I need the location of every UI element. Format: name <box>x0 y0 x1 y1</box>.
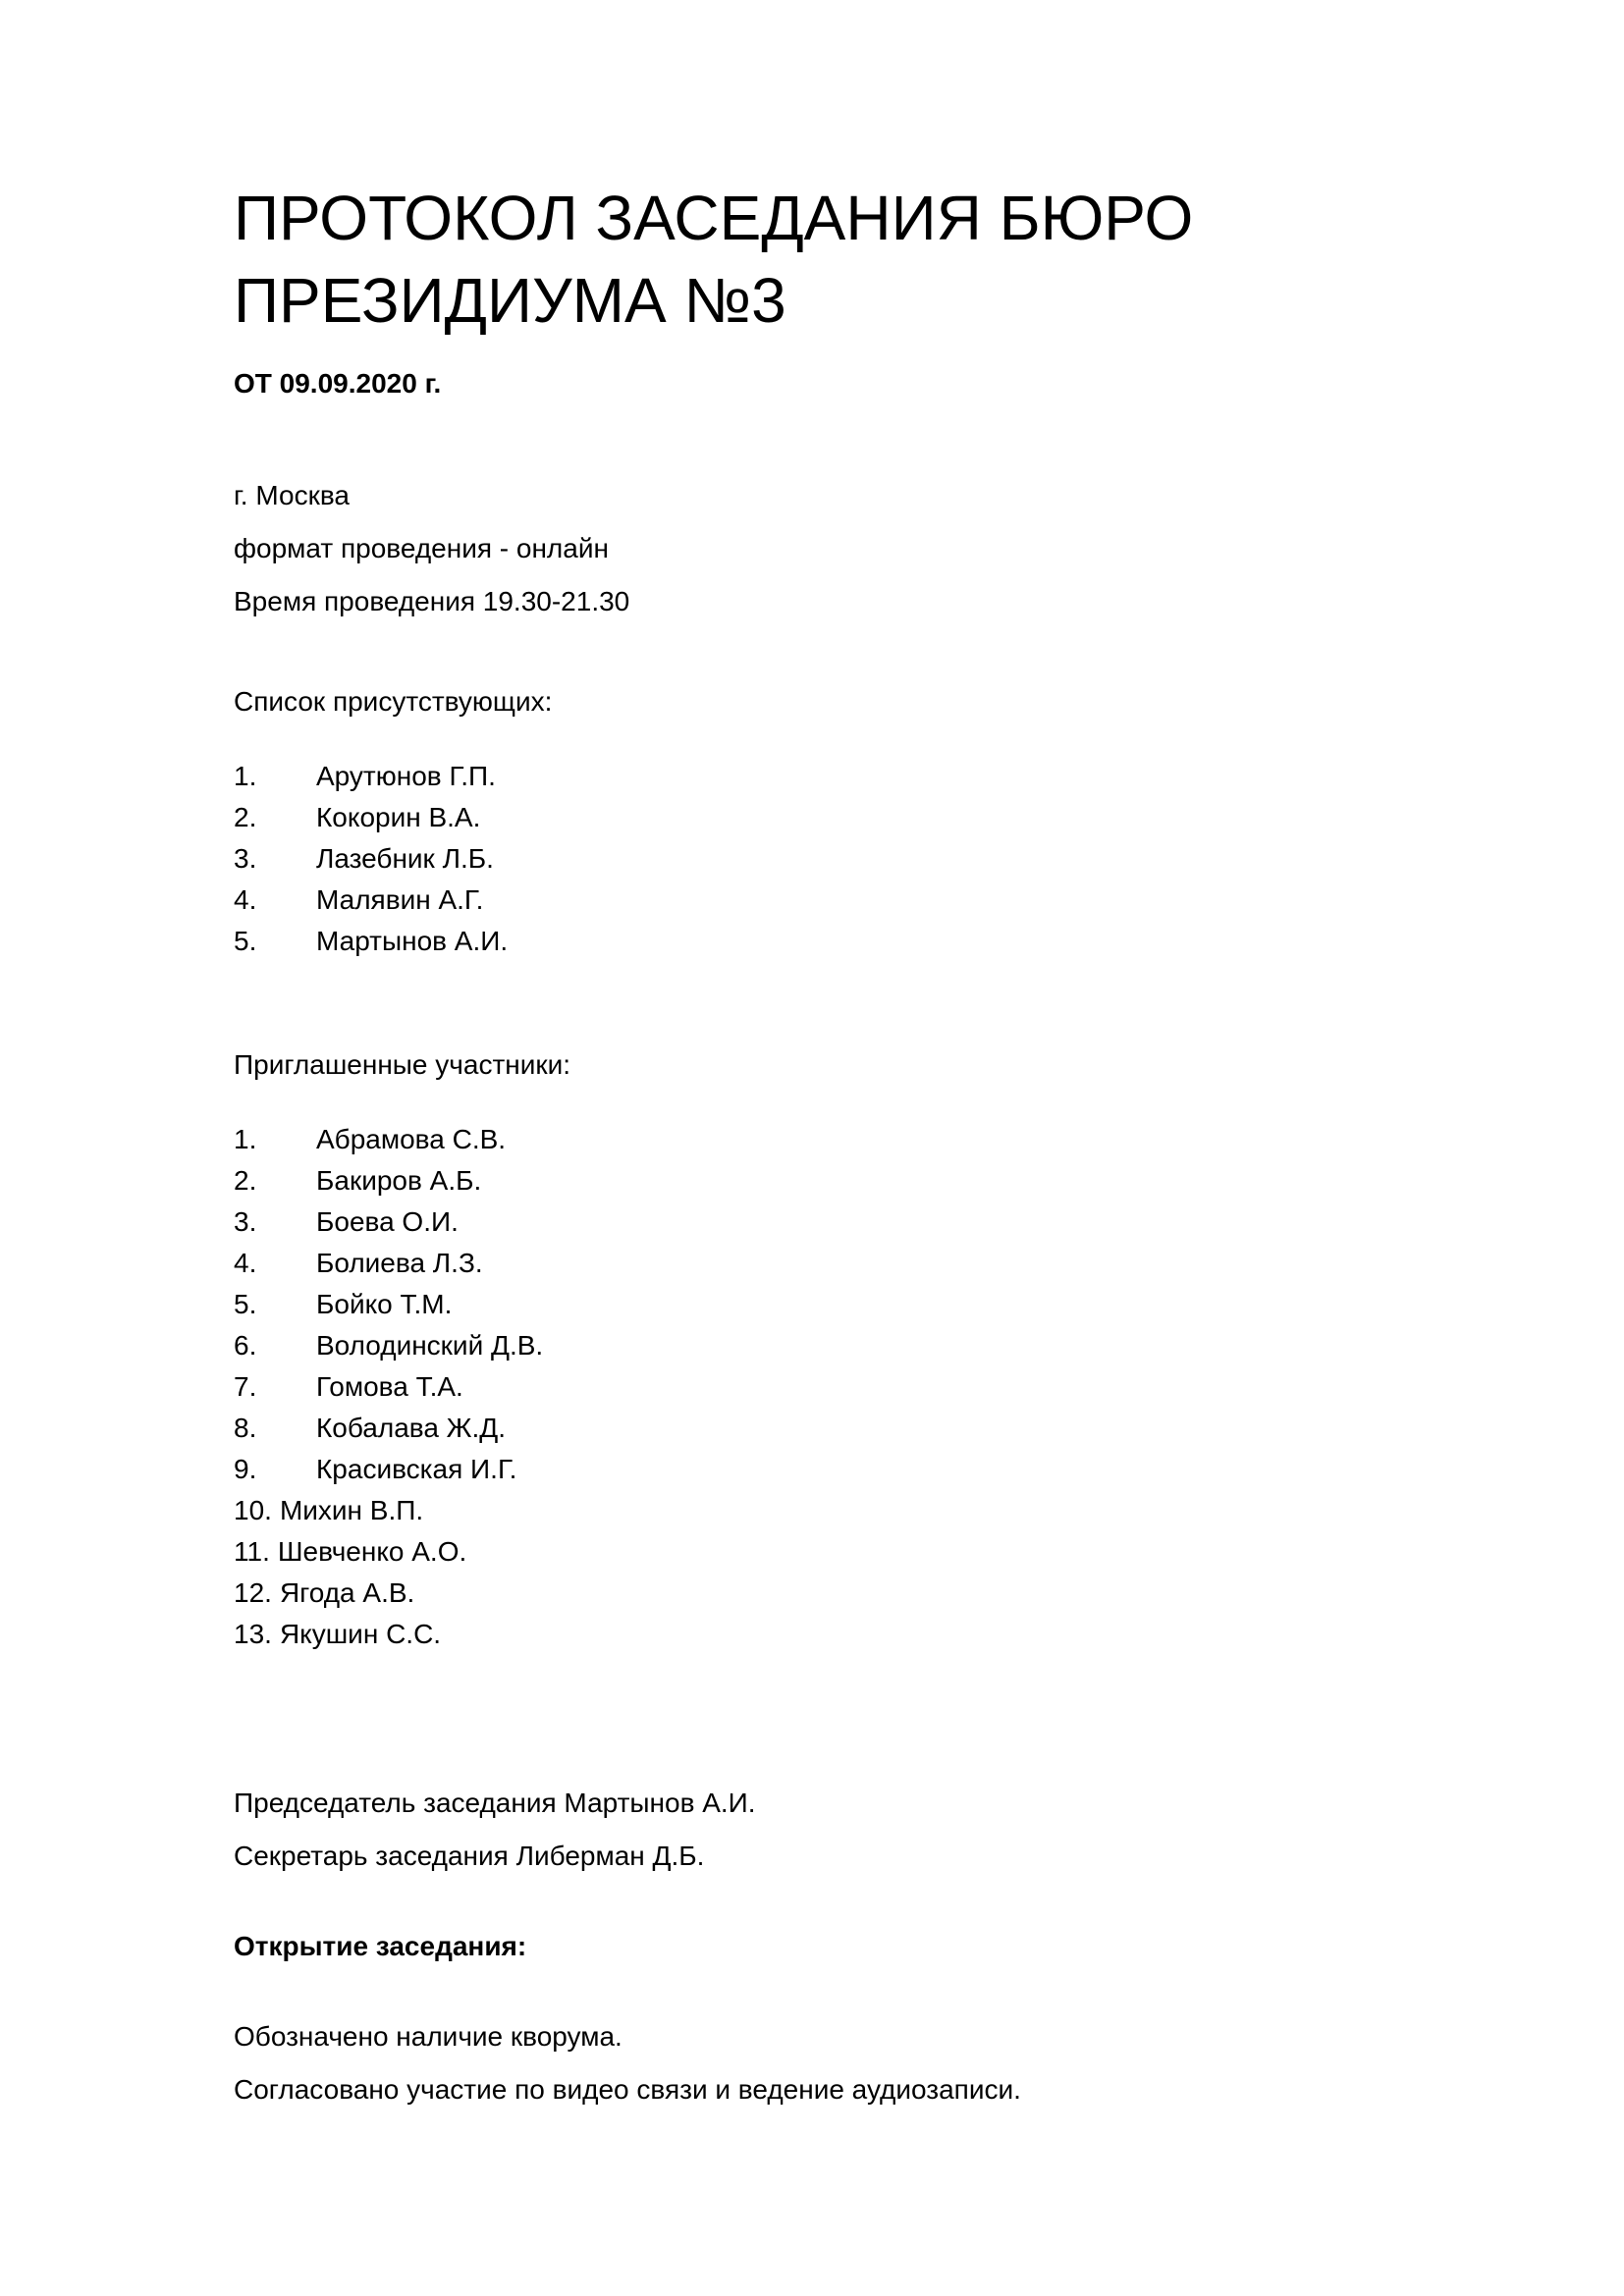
list-item-number: 2. <box>234 802 257 832</box>
title-line-2: ПРЕЗИДИУМА №3 <box>234 265 786 336</box>
list-item-number: 6. <box>234 1330 257 1361</box>
list-item <box>234 1119 1392 1160</box>
opening-line-video: Согласовано участие по видео связи и ведение аудиозаписи. <box>234 2074 1021 2105</box>
list-item-name: Арутюнов Г.П. <box>316 761 496 791</box>
list-item-number: 7. <box>234 1371 257 1402</box>
list-item <box>234 880 1392 921</box>
invited-list-label: Приглашенные участники: <box>234 1049 571 1080</box>
list-item-number: 1. <box>234 1124 257 1154</box>
list-item-name: Кокорин В.А. <box>316 802 481 832</box>
opening-line-quorum: Обозначено наличие кворума. <box>234 2021 623 2052</box>
list-item-name: Ягода А.В. <box>279 1577 415 1608</box>
list-item-number: 3. <box>234 1206 257 1237</box>
list-item-number: 4. <box>234 884 257 915</box>
list-item-name: Кобалава Ж.Д. <box>316 1413 507 1443</box>
list-item-name: Шевченко А.О. <box>277 1536 467 1567</box>
list-item <box>234 838 1392 880</box>
secretary-line: Секретарь заседания Либерман Д.Б. <box>234 1841 705 1871</box>
list-item-name: Абрамова С.В. <box>316 1124 507 1154</box>
list-item-number: 5. <box>234 1289 257 1319</box>
meeting-format: формат проведения - онлайн <box>234 533 609 563</box>
list-item <box>234 1243 1392 1284</box>
document-date: ОТ 09.09.2020 г. <box>234 368 442 399</box>
list-item <box>234 1614 1392 1655</box>
list-item <box>234 1408 1392 1449</box>
meeting-meta <box>234 479 1392 618</box>
list-item <box>234 756 1392 797</box>
list-item-name: Володинский Д.В. <box>316 1330 544 1361</box>
opening-heading: Открытие заседания: <box>234 1931 527 1961</box>
list-item-name: Бакиров А.Б. <box>316 1165 482 1196</box>
list-item <box>234 921 1392 962</box>
list-item-name: Михин В.П. <box>279 1495 424 1525</box>
list-item-name: Якушин С.С. <box>279 1619 442 1649</box>
list-item <box>234 1531 1392 1573</box>
list-item-number: 9. <box>234 1454 257 1484</box>
list-item-name: Гомова Т.А. <box>316 1371 463 1402</box>
document-title <box>234 177 1392 342</box>
invited-list <box>234 1119 1392 1655</box>
list-item <box>234 1284 1392 1325</box>
list-item-name: Красивская И.Г. <box>316 1454 517 1484</box>
title-line-1: ПРОТОКОЛ ЗАСЕДАНИЯ БЮРО <box>234 183 1194 253</box>
list-item-number: 8. <box>234 1413 257 1443</box>
list-item-number: 12. <box>234 1577 272 1608</box>
list-item-name: Малявин А.Г. <box>316 884 484 915</box>
present-list <box>234 756 1392 962</box>
list-item <box>234 1201 1392 1243</box>
list-item <box>234 1490 1392 1531</box>
list-item-number: 4. <box>234 1248 257 1278</box>
document-page <box>234 177 1392 2126</box>
present-list-label: Список присутствующих: <box>234 686 553 717</box>
list-item-name: Болиева Л.З. <box>316 1248 483 1278</box>
list-item <box>234 797 1392 838</box>
list-item-name: Лазебник Л.Б. <box>316 843 494 874</box>
list-item <box>234 1366 1392 1408</box>
list-item <box>234 1325 1392 1366</box>
list-item-number: 3. <box>234 843 257 874</box>
list-item-number: 2. <box>234 1165 257 1196</box>
meeting-city: г. Москва <box>234 480 350 510</box>
list-item-number: 13. <box>234 1619 272 1649</box>
list-item-number: 5. <box>234 926 257 956</box>
meeting-time: Время проведения 19.30-21.30 <box>234 586 630 616</box>
list-item <box>234 1449 1392 1490</box>
list-item-number: 10. <box>234 1495 272 1525</box>
list-item-name: Мартынов А.И. <box>316 926 509 956</box>
list-item-number: 1. <box>234 761 257 791</box>
chairman-line: Председатель заседания Мартынов А.И. <box>234 1788 756 1818</box>
list-item-name: Боева О.И. <box>316 1206 459 1237</box>
list-item <box>234 1573 1392 1614</box>
list-item-name: Бойко Т.М. <box>316 1289 453 1319</box>
list-item <box>234 1160 1392 1201</box>
list-item-number: 11. <box>234 1536 270 1567</box>
